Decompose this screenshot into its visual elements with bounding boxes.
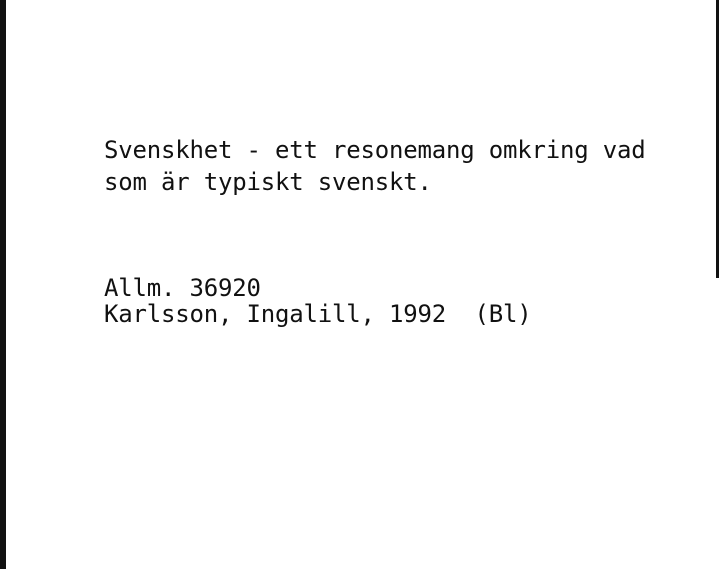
shelf-mark: Allm. 36920 [104, 274, 261, 302]
title-line-2: som är typiskt svenskt. [104, 168, 432, 196]
title-line-1: Svenskhet - ett resonemang omkring vad [104, 136, 646, 164]
author-year-line: Karlsson, Ingalill, 1992 (Bl) [104, 300, 532, 328]
card-left-edge [0, 0, 6, 569]
